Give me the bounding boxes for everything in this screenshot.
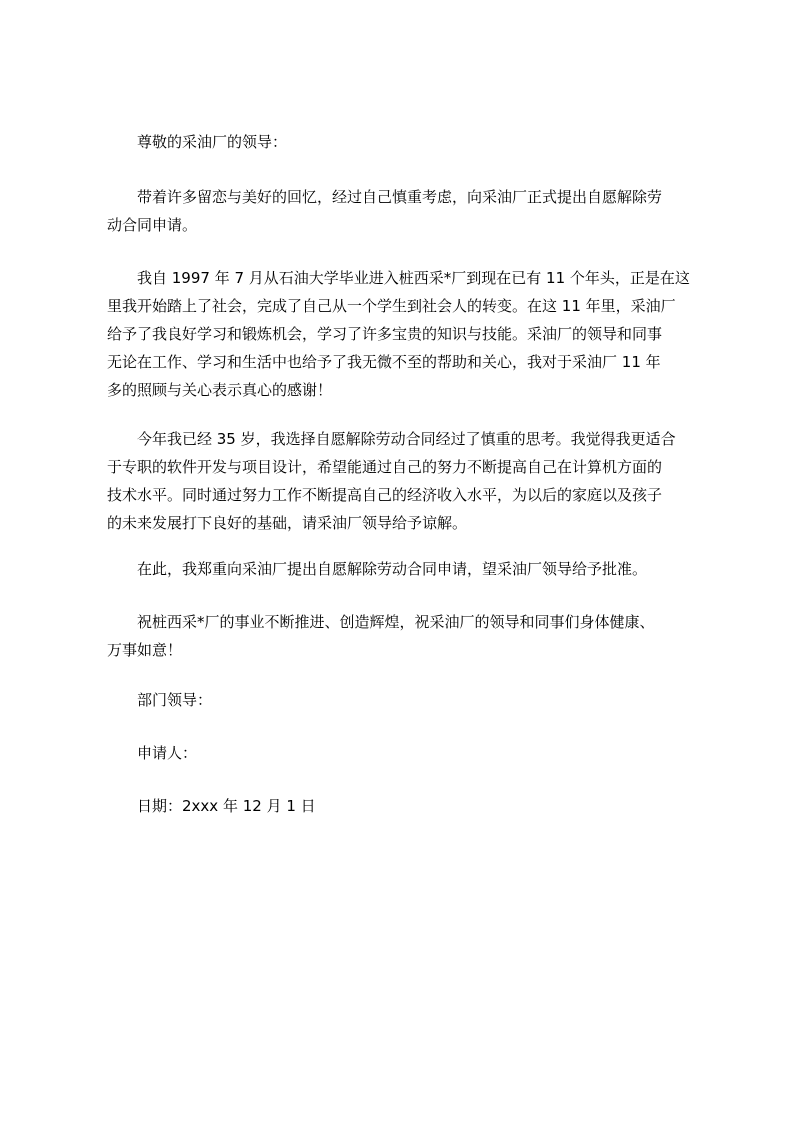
paragraph-line: 今年我已经 35 岁，我选择自愿解除劳动合同经过了慎重的思考。我觉得我更适合 [137, 430, 676, 448]
salutation: 尊敬的采油厂的领导： [137, 133, 288, 151]
paragraph-line: 于专职的软件开发与项目设计，希望能通过自己的努力不断提高自己在计算机方面的 [107, 458, 663, 476]
paragraph-line: 带着许多留恋与美好的回忆，经过自己慎重考虑，向采油厂正式提出自愿解除劳 [137, 188, 663, 206]
paragraph-line: 给予了我良好学习和锻炼机会，学习了许多宝贵的知识与技能。采油厂的领导和同事 [107, 325, 663, 343]
paragraph-4 [107, 555, 697, 583]
paragraph-line: 无论在工作、学习和生活中也给予了我无微不至的帮助和关心，我对于采油厂 11 年 [107, 353, 661, 371]
paragraph-line: 里我开始踏上了社会，完成了自己从一个学生到社会人的转变。在这 11 年里，采油厂 [107, 297, 676, 315]
paragraph-line: 我自 1997 年 7 月从石油大学毕业进入桩西采*厂到现在已有 11 个年头，正是在这 [137, 269, 690, 287]
paragraph-line: 祝桩西采*厂的事业不断推进、创造辉煌，祝采油厂的领导和同事们身体健康、 [137, 613, 655, 631]
paragraph-2 [107, 264, 697, 404]
paragraph-line: 动合同申请。 [107, 216, 198, 234]
paragraph-1 [107, 183, 697, 239]
department-leader-signature: 部门领导： [137, 691, 213, 709]
paragraph-line: 的未来发展打下良好的基础，请采油厂领导给予谅解。 [107, 514, 468, 532]
paragraph-3 [107, 425, 697, 537]
paragraph-line: 在此，我郑重向采油厂提出自愿解除劳动合同申请，望采油厂领导给予批准。 [137, 560, 648, 578]
applicant-signature: 申请人： [137, 744, 198, 762]
paragraph-line: 万事如意！ [107, 641, 183, 659]
paragraph-line: 技术水平。同时通过努力工作不断提高自己的经济收入水平，为以后的家庭以及孩子 [107, 486, 663, 504]
paragraph-line: 多的照顾与关心表示真心的感谢！ [107, 381, 333, 399]
paragraph-5 [107, 608, 697, 664]
date-line: 日期：2xxx 年 12 月 1 日 [137, 797, 316, 815]
